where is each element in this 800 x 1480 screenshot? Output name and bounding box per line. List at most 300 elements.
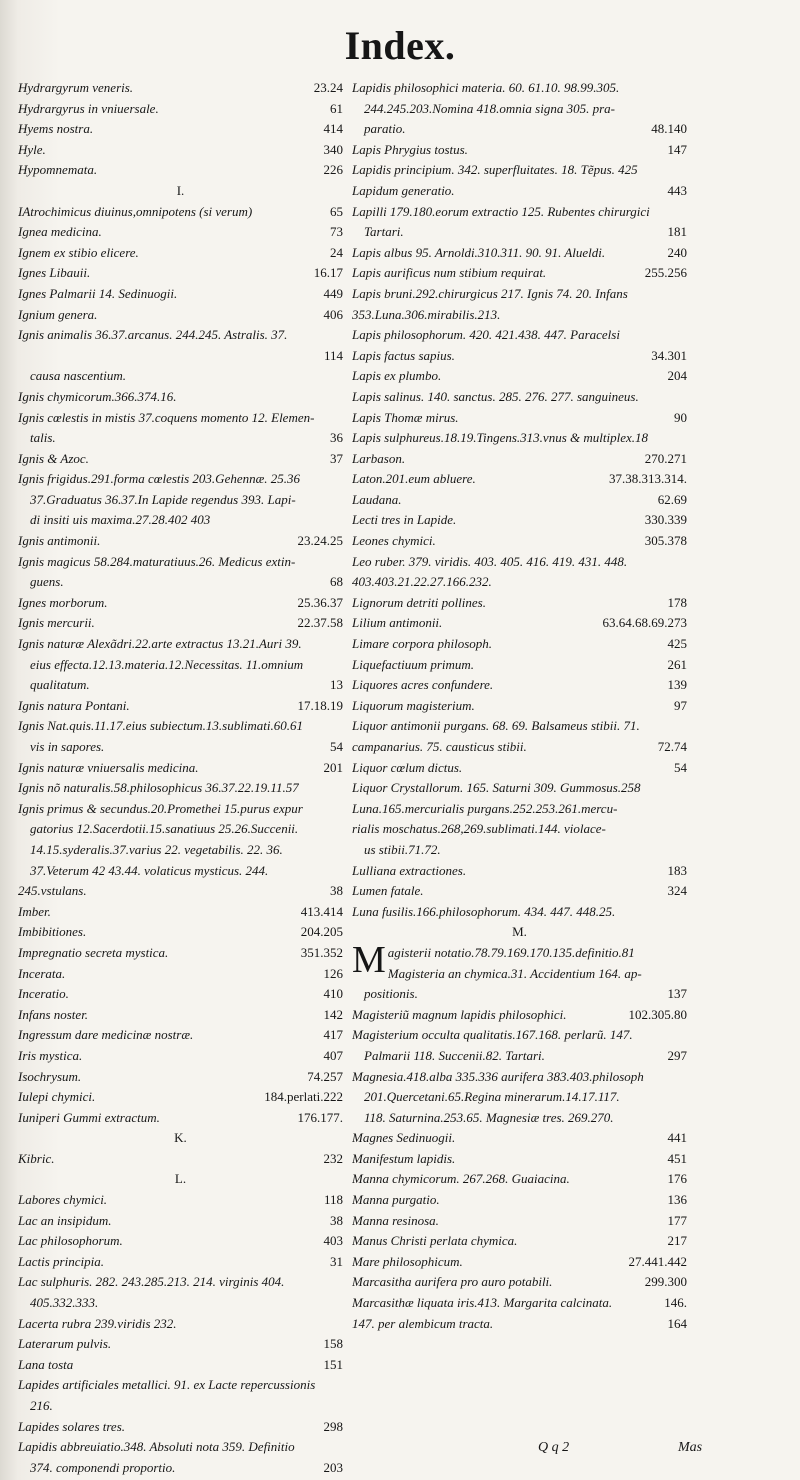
index-entry xyxy=(18,202,343,223)
entry-term: Hyems nostra. xyxy=(18,121,94,137)
entry-term: Ignis natura Pontani. xyxy=(18,697,130,713)
entry-term: Lulliana extractiones. xyxy=(352,862,467,878)
entry-term: Liquor antimonii purgans. 68. 69. Balsameus stibii. 71. xyxy=(352,718,640,734)
index-entry xyxy=(352,366,687,387)
entry-term: Ignis frigidus.291.forma cœlestis 203.Gehennæ. 25.36 xyxy=(18,471,301,487)
entry-pages: 17.18.19 xyxy=(297,697,343,713)
entry-pages: 204.205 xyxy=(300,924,343,940)
entry-term: IAtrochimicus diuinus,omnipotens (si verum) xyxy=(18,203,253,219)
index-entry xyxy=(352,387,687,408)
entry-pages: 324 xyxy=(667,883,687,899)
entry-pages: 48.140 xyxy=(651,121,687,137)
index-entry xyxy=(18,716,343,757)
entry-pages: 441 xyxy=(667,1130,687,1146)
index-entry xyxy=(18,1252,343,1273)
entry-continuation: us stibii.71.72. xyxy=(364,841,441,857)
entry-term: Ignis & Azoc. xyxy=(18,450,89,466)
entry-term: Lapis ex plumbo. xyxy=(352,368,442,384)
signature-mark: Q q 2 xyxy=(538,1440,570,1455)
entry-continuation: qualitatum. xyxy=(30,677,90,693)
index-entry xyxy=(352,490,687,511)
index-entry xyxy=(18,696,343,717)
entry-continuation: 374. componendi proportio. xyxy=(30,1459,176,1475)
entry-term: Ignis antimonii. xyxy=(18,533,101,549)
entry-pages: 90 xyxy=(674,409,687,425)
entry-pages: 126 xyxy=(323,965,343,981)
index-entry xyxy=(352,1211,687,1232)
index-entry xyxy=(352,819,687,860)
entry-pages xyxy=(337,634,343,655)
entry-continuation: Tartari. xyxy=(364,224,404,240)
entry-term: agisterii notatio.78.79.169.170.135.definitio.81 xyxy=(387,944,635,960)
entry-term: Ignis primus & secundus.20.Promethei 15.purus expur xyxy=(18,800,303,816)
entry-term: Laton.201.eum abluere. xyxy=(352,471,476,487)
entry-pages: 22.37.58 xyxy=(297,615,343,631)
entry-continuation: guens. xyxy=(30,574,64,590)
index-entry xyxy=(18,1067,343,1088)
entry-pages: 38 xyxy=(330,1212,343,1228)
index-entry xyxy=(352,510,687,531)
entry-pages: 425 xyxy=(667,636,687,652)
entry-term: Isochrysum. xyxy=(18,1068,82,1084)
index-entry xyxy=(18,1355,343,1376)
entry-pages: 414 xyxy=(323,121,343,137)
entry-term: Lapidis abbreuiatio.348. Absoluti nota 359. Definitio xyxy=(18,1439,295,1455)
index-entry xyxy=(352,428,687,449)
index-entry xyxy=(18,1025,343,1046)
entry-term: Ignis animalis 36.37.arcanus. 244.245. Astralis. 37. xyxy=(18,327,288,343)
entry-pages xyxy=(337,1375,343,1396)
index-entry xyxy=(352,1293,687,1314)
index-entry xyxy=(352,140,687,161)
index-entry xyxy=(18,943,343,964)
entry-pages xyxy=(681,387,687,408)
entry-pages: 13 xyxy=(330,677,343,693)
page-title: Index. xyxy=(344,23,456,68)
entry-continuation: di insiti uis maxima.27.28.402 403 xyxy=(30,512,211,528)
index-entry xyxy=(352,181,687,202)
entry-pages: 146. xyxy=(664,1295,687,1311)
index-entry xyxy=(352,799,687,820)
entry-pages: 16.17 xyxy=(313,265,343,281)
index-entry xyxy=(352,1314,687,1335)
index-entry xyxy=(18,449,343,470)
entry-pages xyxy=(337,469,343,490)
entry-term: Leo ruber. 379. viridis. 403. 405. 416. 419. 431. 448. xyxy=(352,553,628,569)
index-entry xyxy=(352,655,687,676)
index-entry xyxy=(18,1087,343,1108)
entry-pages xyxy=(337,861,343,882)
entry-pages: 240 xyxy=(667,244,687,260)
index-entry xyxy=(352,675,687,696)
entry-term: Ignis naturæ vniuersalis medicina. xyxy=(18,759,199,775)
entry-continuation: 37.Graduatus 36.37.In Lapide regendus 393. Lapi- xyxy=(30,491,296,507)
entry-pages: 54 xyxy=(330,739,343,754)
entry-term: Ignes Palmarii 14. Sedinuogii. xyxy=(18,285,178,301)
entry-pages: 63.64.68.69.273 xyxy=(602,615,687,631)
entry-pages xyxy=(681,716,687,737)
entry-pages: 139 xyxy=(667,677,687,693)
entry-pages xyxy=(681,284,687,305)
entry-term: rialis moschatus.268,269.sublimati.144. violace- xyxy=(352,821,606,837)
catchword: Mas xyxy=(678,1440,703,1455)
entry-term: Kibric. xyxy=(18,1150,55,1166)
index-entry xyxy=(18,799,343,881)
index-entry xyxy=(352,613,687,634)
entry-pages: 23.24 xyxy=(313,80,343,95)
entry-term: Lapis factus sapius. xyxy=(352,347,455,363)
entry-pages xyxy=(681,902,687,923)
index-entry xyxy=(18,552,343,593)
entry-continuation: 37.Veterum 42 43.44. volaticus mysticus. 244. xyxy=(30,862,269,878)
index-entry xyxy=(352,861,687,882)
entry-pages xyxy=(681,160,687,181)
entry-pages: 54 xyxy=(674,759,687,775)
entry-pages: 183 xyxy=(667,862,687,878)
entry-term: Iuniperi Gummi extractum. xyxy=(18,1109,160,1125)
entry-term: Lapilli 179.180.eorum extractio 125. Rubentes chirurgici xyxy=(352,203,650,219)
entry-pages xyxy=(337,387,343,408)
entry-pages: 177 xyxy=(667,1212,687,1228)
index-entry xyxy=(18,593,343,614)
entry-pages: 37.38.313.314. xyxy=(609,471,687,487)
entry-pages: 136 xyxy=(667,1192,687,1208)
entry-pages xyxy=(681,78,687,99)
entry-pages: 61 xyxy=(330,100,343,116)
entry-pages: 305.378 xyxy=(644,533,687,549)
entry-term: Lapidis philosophici materia. 60. 61.10. 98.99.305. xyxy=(352,80,620,95)
entry-continuation: 244.245.203.Nomina 418.omnia signa 305. pra- xyxy=(364,100,615,116)
entry-pages xyxy=(337,408,343,429)
entry-term: Iulepi chymici. xyxy=(18,1089,96,1105)
entry-term: 147. per alembicum tracta. xyxy=(352,1315,494,1331)
entry-term: Magnesia.418.alba 335.336 aurifera 383.403.philosoph xyxy=(352,1068,644,1084)
index-entry xyxy=(352,243,687,264)
entry-pages: 24 xyxy=(330,244,343,260)
index-entry xyxy=(352,1005,687,1026)
index-entry xyxy=(18,613,343,634)
index-entry xyxy=(18,119,343,140)
index-entry xyxy=(352,1149,687,1170)
entry-pages: 255.256 xyxy=(644,265,687,281)
entry-pages xyxy=(681,778,687,799)
entry-pages: 403 xyxy=(323,1233,343,1249)
entry-term: Lac sulphuris. 282. 243.285.213. 214. virginis 404. xyxy=(18,1274,285,1290)
entry-term: Lapides solares tres. xyxy=(18,1418,126,1434)
entry-term: Ignis nõ naturalis.58.philosophicus 36.37.22.19.11.57 xyxy=(18,780,299,796)
entry-pages: 407 xyxy=(323,1047,343,1063)
index-entry xyxy=(18,408,343,449)
index-entry xyxy=(352,778,687,799)
entry-pages: 97 xyxy=(674,697,687,713)
index-entry xyxy=(18,531,343,552)
entry-term: Lilium antimonii. xyxy=(352,615,443,631)
entry-continuation: 405.332.333. xyxy=(30,1295,99,1311)
entry-term: Ignes Libauii. xyxy=(18,265,91,281)
entry-pages: 451 xyxy=(667,1150,687,1166)
entry-term: Marcasithæ liquata iris.413. Margarita calcinata. xyxy=(352,1295,613,1311)
entry-pages xyxy=(681,552,687,573)
entry-term: Lapis albus 95. Arnoldi.310.311. 90. 91. Alueldi. xyxy=(352,244,606,260)
index-entry xyxy=(18,634,343,696)
entry-continuation: causa nascentium. xyxy=(30,368,127,384)
entry-pages xyxy=(337,1272,343,1293)
entry-pages: 102.305.80 xyxy=(628,1006,687,1022)
entry-term: Luna fusilis.166.philosophorum. 434. 447. 448.25. xyxy=(352,903,616,919)
entry-term: Lapides artificiales metallici. 91. ex Lacte repercussionis xyxy=(18,1377,316,1393)
entry-pages xyxy=(681,202,687,223)
entry-term: Manus Christi perlata chymica. xyxy=(352,1233,518,1249)
entry-term: Marcasitha aurifera pro auro potabili. xyxy=(352,1274,553,1290)
index-entry xyxy=(352,593,687,614)
entry-term: Laudana. xyxy=(352,491,402,507)
index-entry xyxy=(18,1417,343,1438)
section-letter-l: L. xyxy=(174,1171,187,1187)
index-entry xyxy=(18,1046,343,1067)
entry-pages xyxy=(681,325,687,346)
index-entry xyxy=(352,572,687,593)
entry-pages: 449 xyxy=(323,285,343,301)
entry-pages xyxy=(337,799,343,820)
entry-pages: 232 xyxy=(323,1150,343,1166)
entry-pages xyxy=(681,799,687,820)
entry-pages: 142 xyxy=(323,1006,343,1022)
index-entry xyxy=(352,737,687,758)
entry-term: Lapis salinus. 140. sanctus. 285. 276. 277. sanguineus. xyxy=(352,388,639,404)
entry-term: Lactis principia. xyxy=(18,1253,104,1269)
entry-pages: 351.352 xyxy=(300,944,343,960)
entry-term: Ignem ex stibio elicere. xyxy=(18,244,139,260)
index-entry xyxy=(18,1231,343,1252)
entry-pages: 201 xyxy=(323,759,343,775)
entry-pages: 34.301 xyxy=(651,347,687,363)
index-entry xyxy=(18,305,343,326)
entry-term: Luna.165.mercurialis purgans.252.253.261.mercu- xyxy=(352,800,618,816)
index-entry xyxy=(352,305,687,326)
entry-term: Liquefactiuum primum. xyxy=(352,656,475,672)
entry-term: Magnes Sedinuogii. xyxy=(352,1130,456,1146)
index-entry xyxy=(18,243,343,264)
entry-term: Manna resinosa. xyxy=(352,1212,439,1228)
entry-pages: 118 xyxy=(323,1192,343,1208)
index-entry xyxy=(352,716,687,737)
entry-term: Hydrargyrum veneris. xyxy=(18,80,134,95)
entry-pages: 203 xyxy=(323,1459,343,1475)
entry-pages xyxy=(337,1437,343,1458)
index-entry xyxy=(352,1025,687,1066)
entry-pages: 413.414 xyxy=(300,903,343,919)
entry-pages: 73 xyxy=(330,224,343,240)
entry-term: Lacerta rubra 239.viridis 232. xyxy=(18,1315,177,1331)
entry-pages xyxy=(337,1314,343,1335)
index-entry xyxy=(18,881,343,902)
entry-term: Lecti tres in Lapide. xyxy=(352,512,457,528)
index-entry xyxy=(352,469,687,490)
entry-term: Ignes morborum. xyxy=(18,594,108,610)
index-entry xyxy=(18,1437,343,1478)
entry-term: Ignis magicus 58.284.maturatiuus.26. Medicus extin- xyxy=(18,553,296,569)
index-entry xyxy=(18,922,343,943)
index-entry xyxy=(352,1067,687,1129)
entry-pages: 38 xyxy=(330,883,343,899)
index-entry xyxy=(352,634,687,655)
entry-pages: 261 xyxy=(667,656,687,672)
entry-continuation: talis. xyxy=(30,430,56,446)
entry-pages: 270.271 xyxy=(644,450,687,466)
index-entry xyxy=(352,902,687,923)
index-entry xyxy=(18,469,343,531)
entry-term: Hydrargyrus in vniuersale. xyxy=(18,100,159,116)
index-entry xyxy=(18,1211,343,1232)
index-entry xyxy=(18,1314,343,1335)
index-entry xyxy=(352,202,687,243)
index-entry xyxy=(18,325,343,346)
index-entry xyxy=(352,160,687,181)
entry-term: Liquorum magisterium. xyxy=(352,697,475,713)
entry-pages: 204 xyxy=(667,368,687,384)
entry-pages: 151 xyxy=(323,1356,343,1372)
index-entry xyxy=(352,1190,687,1211)
entry-term: Imbibitiones. xyxy=(18,924,87,940)
index-entry xyxy=(18,387,343,408)
entry-continuation: vis in sapores. xyxy=(30,739,105,754)
entry-pages: 25.36.37 xyxy=(297,594,343,610)
entry-term: Ignis mercurii. xyxy=(18,615,95,631)
entry-pages: 176 xyxy=(667,1171,687,1187)
entry-term: Lapis philosophorum. 420. 421.438. 447. Paracelsi xyxy=(352,327,620,343)
index-entry xyxy=(352,1231,687,1252)
entry-term: Infans noster. xyxy=(18,1006,89,1022)
section-letter-i: I. xyxy=(176,182,185,198)
entry-term: Ignis cœlestis in mistis 37.coquens momento 12. Elemen- xyxy=(18,409,315,425)
entry-pages xyxy=(681,428,687,449)
entry-continuation: eius effecta.12.13.materia.12.Necessitas. 11.omnium xyxy=(30,656,304,672)
entry-continuation: 216. xyxy=(30,1398,53,1413)
entry-term: Labores chymici. xyxy=(18,1192,108,1208)
index-column-right xyxy=(352,78,687,1334)
entry-term: Lignorum detriti pollines. xyxy=(352,594,486,610)
entry-pages: 217 xyxy=(667,1233,687,1249)
entry-term: Lac philosophorum. xyxy=(18,1233,123,1249)
entry-term: Laterarum pulvis. xyxy=(18,1336,112,1352)
entry-term: Iris mystica. xyxy=(18,1047,83,1063)
index-entry xyxy=(18,902,343,923)
entry-term: Imber. xyxy=(18,903,51,919)
entry-term: Ignis naturæ Alexãdri.22.arte extractus 13.21.Auri 39. xyxy=(18,636,302,652)
entry-term: Lapis aurificus num stibium requirat. xyxy=(352,265,547,281)
index-entry xyxy=(18,758,343,779)
entry-pages: 417 xyxy=(323,1027,343,1043)
entry-term: Liquor cœlum dictus. xyxy=(352,759,463,775)
entry-term: Larbason. xyxy=(352,450,406,466)
entry-term: Mare philosophicum. xyxy=(352,1253,463,1269)
entry-pages: 184.perlati.222 xyxy=(264,1089,343,1105)
index-entry xyxy=(352,346,687,367)
entry-pages: 37 xyxy=(330,450,343,466)
index-entry xyxy=(18,222,343,243)
entry-term: Lapis Thomæ mirus. xyxy=(352,409,459,425)
entry-term: Hyle. xyxy=(18,141,46,157)
entry-continuation: positionis. xyxy=(364,986,418,1002)
entry-term: Lapis bruni.292.chirurgicus 217. Ignis 74. 20. Infans xyxy=(352,285,628,301)
entry-pages: 226 xyxy=(323,162,343,178)
entry-term: Magisterium occulta qualitatis.167.168. perlarũ. 147. xyxy=(352,1027,633,1043)
index-entry xyxy=(18,78,343,99)
index-entry xyxy=(18,1005,343,1026)
entry-pages: 181 xyxy=(667,224,687,240)
entry-pages: 74.257 xyxy=(307,1068,343,1084)
entry-pages xyxy=(337,716,343,737)
entry-pages xyxy=(337,325,343,346)
index-entry xyxy=(18,160,343,181)
entry-pages: 178 xyxy=(667,594,687,610)
index-entry xyxy=(352,758,687,779)
index-entry xyxy=(352,284,687,305)
index-entry xyxy=(18,1334,343,1355)
entry-pages: 23.24.25 xyxy=(297,533,343,549)
entry-pages: 297 xyxy=(667,1047,687,1063)
entry-term: Lapis Phrygius tostus. xyxy=(352,141,468,157)
index-entry xyxy=(352,263,687,284)
entry-term: Ignea medicina. xyxy=(18,224,102,240)
entry-pages: 176.177. xyxy=(297,1109,343,1125)
entry-term: Lac an insipidum. xyxy=(18,1212,112,1228)
drop-cap-m: M xyxy=(352,938,386,981)
index-column-left xyxy=(18,78,343,1478)
entry-term: Ignis chymicorum.366.374.16. xyxy=(18,388,177,404)
index-entry xyxy=(18,984,343,1005)
entry-term: 353.Luna.306.mirabilis.213. xyxy=(352,306,501,322)
entry-pages: 27.441.442 xyxy=(628,1253,687,1269)
entry-term: Liquores acres confundere. xyxy=(352,677,494,693)
entry-pages xyxy=(681,1025,687,1046)
index-entry xyxy=(18,964,343,985)
index-entry xyxy=(352,1169,687,1190)
entry-pages: 62.69 xyxy=(657,491,687,507)
index-entry xyxy=(18,99,343,120)
index-entry-dropcap xyxy=(352,938,687,1005)
index-entry xyxy=(18,778,343,799)
entry-term: Manifestum lapidis. xyxy=(352,1150,456,1166)
entry-pages: 406 xyxy=(323,306,343,322)
entry-term: 403.403.21.22.27.166.232. xyxy=(352,574,492,590)
index-entry xyxy=(352,1252,687,1273)
entry-pages xyxy=(681,305,687,326)
index-entry xyxy=(352,696,687,717)
index-entry xyxy=(18,1190,343,1211)
entry-pages: 72.74 xyxy=(657,739,687,754)
index-entry xyxy=(18,140,343,161)
entry-term: Lumen fatale. xyxy=(352,883,424,899)
entry-term: Magisteriũ magnum lapidis philosophici. xyxy=(352,1006,567,1022)
entry-continuation: 118. Saturnina.253.65. Magnesiæ tres. 269.270. xyxy=(364,1109,614,1125)
index-entry xyxy=(352,531,687,552)
entry-pages xyxy=(337,552,343,573)
entry-term: campanarius. 75. causticus stibii. xyxy=(352,739,527,754)
index-entry xyxy=(352,408,687,429)
entry-continuation: paratio. xyxy=(364,121,406,137)
entry-term: Ingressum dare medicinæ nostræ. xyxy=(18,1027,194,1043)
entry-pages: 164 xyxy=(667,1315,687,1331)
entry-pages: 299.300 xyxy=(644,1274,687,1290)
entry-pages: 330.339 xyxy=(644,512,687,528)
entry-continuation: 201.Quercetani.65.Regina minerarum.14.17.117. xyxy=(364,1089,620,1105)
entry-term: Hypomnemata. xyxy=(18,162,98,178)
entry-pages: 65 xyxy=(330,203,343,219)
entry-term: Impregnatio secreta mystica. xyxy=(18,944,169,960)
entry-pages: 36 xyxy=(330,430,343,446)
entry-pages: 443 xyxy=(667,182,687,198)
